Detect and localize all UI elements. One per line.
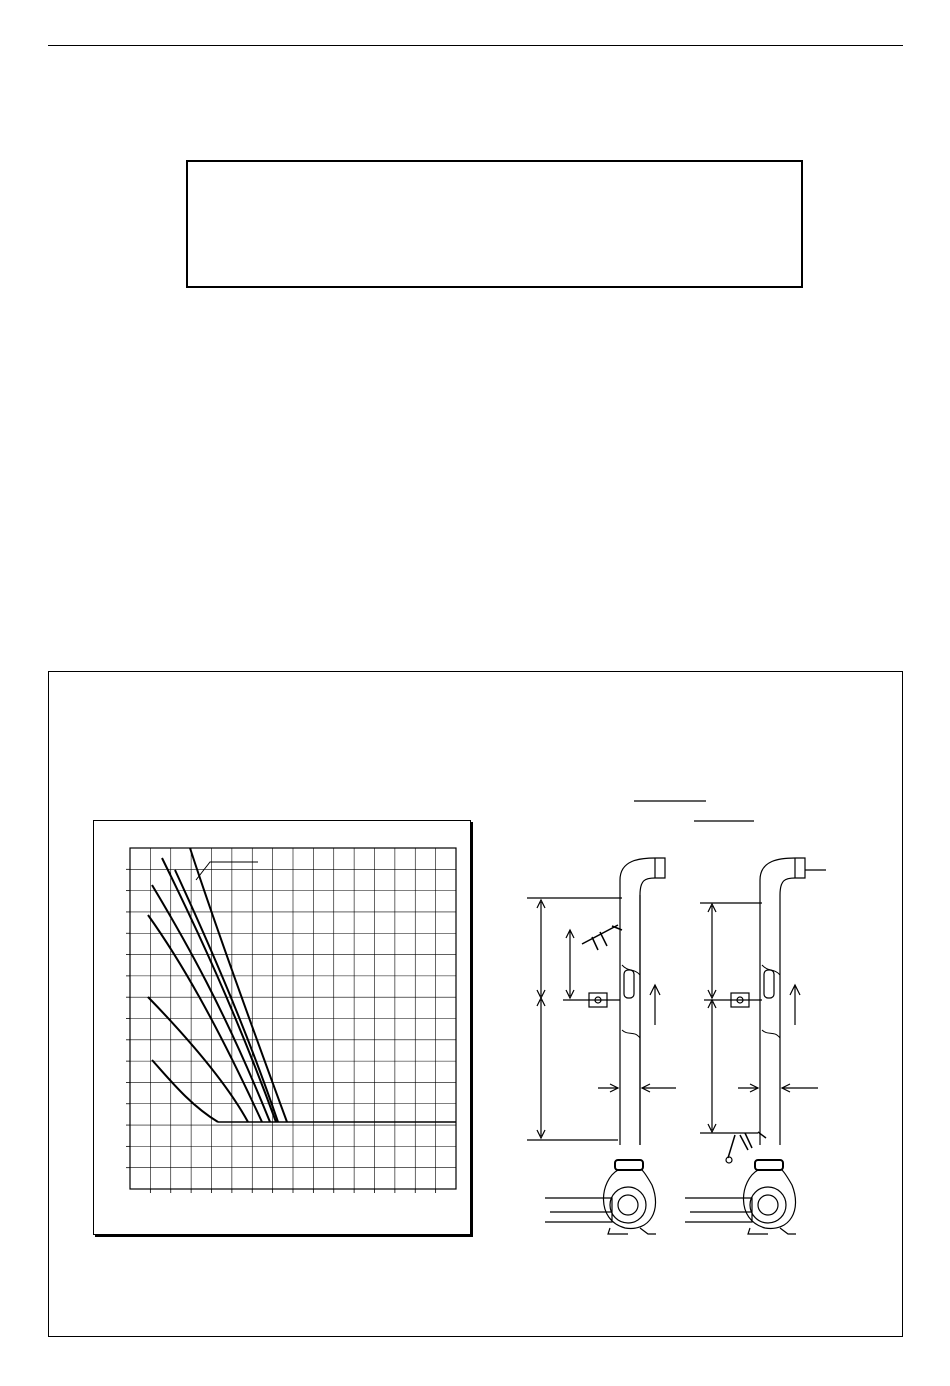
left-probe — [582, 925, 622, 950]
right-pipe-bend — [760, 858, 805, 1145]
right-inlet-pipe — [685, 1198, 752, 1222]
right-sight-window — [764, 970, 774, 998]
pump-diagram-right — [685, 858, 826, 1234]
pump-diagram-left — [527, 858, 676, 1234]
left-pipe-bend — [620, 858, 665, 1145]
left-sight-window — [624, 970, 634, 998]
left-inlet-pipe — [545, 1198, 612, 1222]
